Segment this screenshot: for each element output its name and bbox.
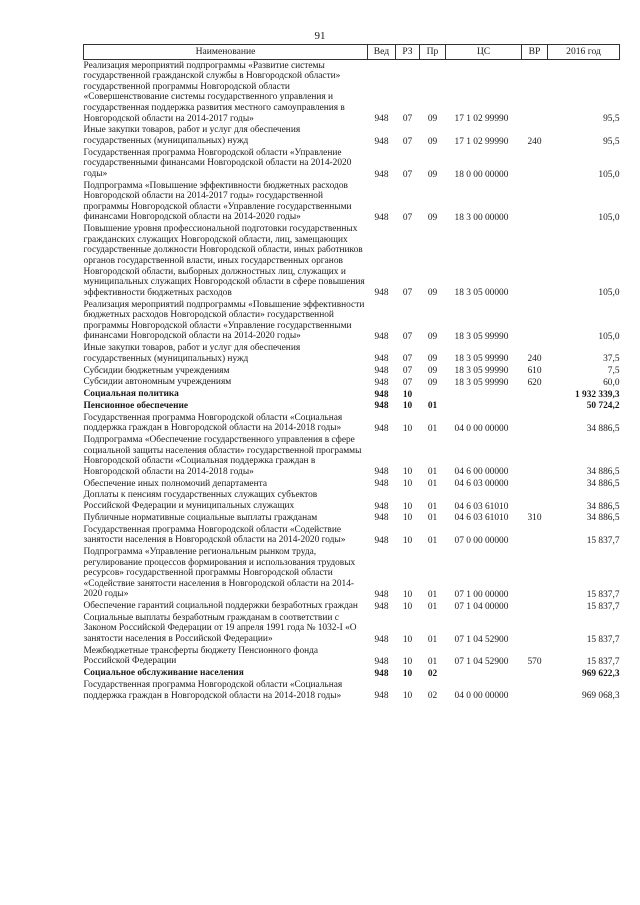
row-expense-type [522, 612, 548, 645]
row-expense-type: 240 [527, 354, 542, 365]
column-header-cs: ЦС [446, 45, 522, 60]
row-subsection-code: 02 [427, 691, 438, 702]
table-row [84, 490, 620, 512]
row-subsection-code: 09 [427, 354, 438, 365]
row-name: Государственная программа Новгородской области «Социальная поддержка граждан в Новгородской области на 2014-2018 годы» [83, 412, 343, 434]
row-subsection-code: 01 [427, 513, 438, 524]
row-section-code: 10 [402, 389, 413, 400]
row-target-article: 18 3 05 99990 [454, 331, 509, 342]
row-amount-2016: 105,0 [598, 331, 620, 342]
row-section-code: 07 [402, 114, 413, 125]
row-amount-2016: 969 068,3 [582, 691, 620, 702]
row-amount-2016: 7,5 [607, 366, 620, 377]
row-name: Обеспечение иных полномочий департамента [83, 478, 267, 489]
table-row [84, 478, 620, 490]
row-section-code: 10 [402, 423, 413, 434]
row-amount-2016: 15 837,7 [586, 601, 620, 612]
row-name: Публичные нормативные социальные выплаты гражданам [83, 512, 318, 523]
row-expense-type [522, 147, 548, 180]
row-name: Иные закупки товаров, работ и услуг для обеспечения государственных (муниципальных) нужд [83, 125, 301, 146]
row-amount-2016: 15 837,7 [586, 634, 620, 645]
row-target-article [446, 668, 522, 680]
row-expense-type: 570 [527, 657, 542, 667]
row-amount-2016: 969 622,3 [582, 668, 620, 679]
table-row [84, 299, 620, 343]
row-subsection-code: 01 [427, 634, 438, 645]
row-section-code: 10 [402, 513, 413, 524]
row-ved-code: 948 [374, 401, 389, 412]
column-header-vr: ВР [522, 45, 548, 60]
row-target-article: 18 3 05 99990 [454, 377, 509, 388]
row-name: Социальное обслуживание населения [83, 668, 244, 679]
row-name: Реализация мероприятий подпрограммы «Повышение эффективности бюджетных расходов Новгородской области» государственной программы Новгородской области «Управление государственными финансами Новгородской области на 2014-2020 годы» [83, 299, 365, 342]
row-section-code: 10 [402, 589, 413, 600]
row-name: Пенсионное обеспечение [83, 400, 189, 411]
row-expense-type: 310 [527, 513, 542, 524]
row-expense-type: 610 [527, 366, 542, 377]
row-amount-2016: 15 837,7 [586, 535, 620, 546]
row-target-article: 07 0 00 00000 [454, 535, 509, 546]
row-subsection-code: 09 [427, 136, 438, 147]
row-expense-type [522, 490, 548, 512]
row-ved-code: 948 [374, 114, 389, 125]
row-target-article: 18 3 05 99990 [454, 366, 509, 377]
row-expense-type [522, 546, 548, 600]
row-target-article: 18 3 05 99990 [454, 354, 509, 365]
row-target-article: 18 0 00 00000 [454, 169, 509, 180]
row-name: Доплаты к пенсиям государственных служащих субъектов Российской Федерации и муниципальных служащих [83, 490, 318, 511]
row-amount-2016: 50 724,2 [586, 401, 620, 412]
row-expense-type [522, 434, 548, 478]
table-row [84, 612, 620, 645]
table-header [84, 45, 620, 60]
row-expense-type [522, 299, 548, 343]
row-ved-code: 948 [374, 354, 389, 365]
table-row [84, 546, 620, 600]
table-body [84, 60, 620, 702]
row-section-code: 10 [402, 501, 413, 512]
row-target-article: 07 1 04 52900 [454, 657, 509, 667]
table-row [84, 434, 620, 478]
row-target-article: 04 6 03 61010 [454, 501, 509, 512]
row-ved-code: 948 [374, 691, 389, 702]
row-amount-2016: 105,0 [598, 213, 620, 224]
row-subsection-code: 01 [427, 601, 438, 612]
row-amount-2016: 34 886,5 [586, 423, 620, 434]
row-ved-code: 948 [374, 501, 389, 512]
row-name: Подпрограмма «Повышение эффективности бюджетных расходов Новгородской области на 2014-2017 годы» государственной программы Новгородской области «Управление государственными финансами Новгородской области на 2014-2020 годы» [83, 180, 352, 223]
row-section-code: 10 [402, 668, 413, 679]
row-target-article: 07 1 04 52900 [454, 634, 509, 645]
row-ved-code: 948 [374, 366, 389, 377]
row-name: Субсидии бюджетным учреждениям [83, 365, 230, 376]
table-row [84, 60, 620, 125]
table-row [84, 679, 620, 701]
row-amount-2016: 60,0 [603, 377, 620, 388]
row-expense-type: 240 [527, 136, 542, 147]
row-subsection-code: 01 [427, 467, 438, 478]
page-number: 91 [314, 30, 326, 42]
row-ved-code: 948 [374, 657, 389, 667]
row-name: Социальные выплаты безработным гражданам в соответствии с Законом Российской Федерации от 19 апреля 1991 года № 1032-I «О занятости населения в Российской Федерации» [83, 612, 357, 645]
table-row [84, 224, 620, 299]
table-row [84, 668, 620, 680]
row-subsection-code [420, 389, 446, 401]
row-target-article: 04 0 00 00000 [454, 423, 509, 434]
row-name: Обеспечение гарантий социальной поддержки безработных граждан [83, 601, 358, 612]
row-subsection-code: 01 [427, 423, 438, 434]
row-ved-code: 948 [374, 513, 389, 524]
row-ved-code: 948 [374, 169, 389, 180]
row-expense-type [522, 412, 548, 434]
table-row [84, 412, 620, 434]
row-name: Реализация мероприятий подпрограммы «Развитие системы государственной гражданской службы в Новгородской области» государственной программы Новгородской области «Совершенствование системы государственного управления и государственная поддержка развития местного самоуправления в Новгородской области на 2014-2017 годы» [83, 60, 345, 124]
row-subsection-code: 01 [427, 501, 438, 512]
row-name: Иные закупки товаров, работ и услуг для обеспечения государственных (муниципальных) нужд [83, 343, 301, 364]
row-section-code: 10 [402, 535, 413, 546]
table-row [84, 389, 620, 401]
row-target-article: 04 0 00 00000 [454, 691, 509, 702]
table-row [84, 524, 620, 546]
table-row [84, 125, 620, 147]
row-section-code: 07 [402, 331, 413, 342]
row-amount-2016: 34 886,5 [586, 467, 620, 478]
row-section-code: 10 [402, 601, 413, 612]
row-ved-code: 948 [374, 479, 389, 490]
row-name: Государственная программа Новгородской области «Социальная поддержка граждан в Новгородской области на 2014-2018 годы» [83, 679, 343, 701]
row-target-article: 04 6 03 00000 [454, 479, 509, 490]
row-ved-code: 948 [374, 288, 389, 299]
row-target-article [446, 389, 522, 401]
row-expense-type [522, 400, 548, 412]
row-target-article: 18 3 00 00000 [454, 213, 509, 224]
row-section-code: 10 [402, 467, 413, 478]
column-header-pr: Пр [420, 45, 446, 60]
row-ved-code: 948 [374, 589, 389, 600]
table-row [84, 400, 620, 412]
row-ved-code: 948 [374, 213, 389, 224]
table-row [84, 600, 620, 612]
row-name: Межбюджетные трансферты бюджету Пенсионного фонда Российской Федерации [83, 645, 319, 667]
row-section-code: 07 [402, 288, 413, 299]
row-amount-2016: 34 886,5 [586, 479, 620, 490]
row-expense-type [522, 60, 548, 125]
row-ved-code: 948 [374, 136, 389, 147]
row-ved-code: 948 [374, 423, 389, 434]
row-section-code: 07 [402, 136, 413, 147]
row-subsection-code: 09 [427, 288, 438, 299]
row-name: Государственная программа Новгородской области «Содействие занятости населения в Новгородской области на 2014-2020 годы» [83, 524, 346, 546]
row-subsection-code: 01 [427, 479, 438, 490]
row-subsection-code: 09 [427, 377, 438, 388]
table-row [84, 365, 620, 377]
row-expense-type [522, 679, 548, 701]
row-amount-2016: 105,0 [598, 288, 620, 299]
row-name: Повышение уровня профессиональной подготовки государственных гражданских служащих Новгородской области, лиц, замещающих государственные должности Новгородской области, иных работников органов государственной власти, иных государственных органов Новгородской области, выборных должностных лиц, служащих и муниципальных служащих Новгородской области в сфере повышения эффективности бюджетных расходов [83, 224, 365, 298]
row-name: Подпрограмма «Управление региональным рынком труда, регулирование процессов формирования и использования трудовых ресурсов» государственной программы Новгородской области «Содействие занятости населения в Новгородской области на 2014-2020 годы» [83, 546, 356, 600]
row-amount-2016: 15 837,7 [586, 589, 620, 600]
row-ved-code: 948 [374, 389, 389, 400]
column-header-rz: РЗ [396, 45, 420, 60]
row-name: Социальная политика [83, 389, 179, 400]
row-subsection-code: 01 [427, 657, 438, 667]
row-subsection-code: 09 [427, 213, 438, 224]
row-subsection-code: 01 [427, 535, 438, 546]
row-expense-type [522, 524, 548, 546]
row-target-article: 07 1 04 00000 [454, 601, 509, 612]
row-section-code: 07 [402, 377, 413, 388]
row-name: Субсидии автономным учреждениям [83, 377, 232, 388]
row-target-article: 04 6 00 00000 [454, 467, 509, 478]
row-target-article: 17 1 02 99990 [454, 136, 509, 147]
row-ved-code: 948 [374, 668, 389, 679]
row-amount-2016: 34 886,5 [586, 513, 620, 524]
row-section-code: 10 [402, 657, 413, 667]
row-target-article: 07 1 00 00000 [454, 589, 509, 600]
row-subsection-code: 02 [427, 668, 438, 679]
row-subsection-code: 09 [427, 366, 438, 377]
row-expense-type [522, 389, 548, 401]
row-target-article: 18 3 05 00000 [454, 288, 509, 299]
budget-table [83, 44, 620, 702]
row-section-code: 10 [402, 691, 413, 702]
row-subsection-code: 09 [427, 331, 438, 342]
row-expense-type [522, 668, 548, 680]
column-header-year: 2016 год [548, 45, 620, 60]
row-subsection-code: 09 [427, 114, 438, 125]
row-ved-code: 948 [374, 634, 389, 645]
row-expense-type [522, 224, 548, 299]
row-amount-2016: 105,0 [598, 169, 620, 180]
row-section-code: 10 [402, 634, 413, 645]
table-row [84, 377, 620, 389]
row-ved-code: 948 [374, 467, 389, 478]
row-amount-2016: 34 886,5 [586, 501, 620, 512]
row-amount-2016: 95,5 [603, 136, 620, 147]
column-header-ved: Вед [368, 45, 396, 60]
row-expense-type [522, 600, 548, 612]
table-row [84, 645, 620, 667]
row-subsection-code: 01 [427, 401, 438, 412]
table-row [84, 343, 620, 365]
table-row [84, 512, 620, 524]
row-name: Подпрограмма «Обеспечение государственного управления в сфере социальной защиты населения области» государственной программы Новгородской области «Социальная поддержка граждан в Новгородской области на 2014-2018 годы» [83, 435, 362, 477]
row-ved-code: 948 [374, 535, 389, 546]
row-section-code: 07 [402, 354, 413, 365]
row-section-code: 07 [402, 213, 413, 224]
row-expense-type [522, 478, 548, 490]
row-name: Государственная программа Новгородской области «Управление государственными финансами Новгородской области на 2014-2020 годы» [83, 147, 352, 179]
row-subsection-code: 09 [427, 169, 438, 180]
table-row [84, 147, 620, 180]
row-section-code: 07 [402, 169, 413, 180]
row-section-code: 10 [402, 479, 413, 490]
row-expense-type: 620 [527, 377, 542, 388]
row-ved-code: 948 [374, 331, 389, 342]
row-section-code: 10 [402, 401, 413, 412]
row-ved-code: 948 [374, 377, 389, 388]
column-header-name: Наименование [84, 45, 368, 60]
row-expense-type [522, 180, 548, 224]
row-target-article [446, 400, 522, 412]
row-ved-code: 948 [374, 601, 389, 612]
row-amount-2016: 1 932 339,3 [574, 389, 620, 400]
table-row [84, 180, 620, 224]
row-section-code: 07 [402, 366, 413, 377]
row-amount-2016: 95,5 [603, 114, 620, 125]
row-amount-2016: 15 837,7 [586, 657, 620, 667]
row-subsection-code: 01 [427, 589, 438, 600]
row-target-article: 04 6 03 61010 [454, 513, 509, 524]
row-target-article: 17 1 02 99990 [454, 114, 509, 125]
row-amount-2016: 37,5 [603, 354, 620, 365]
